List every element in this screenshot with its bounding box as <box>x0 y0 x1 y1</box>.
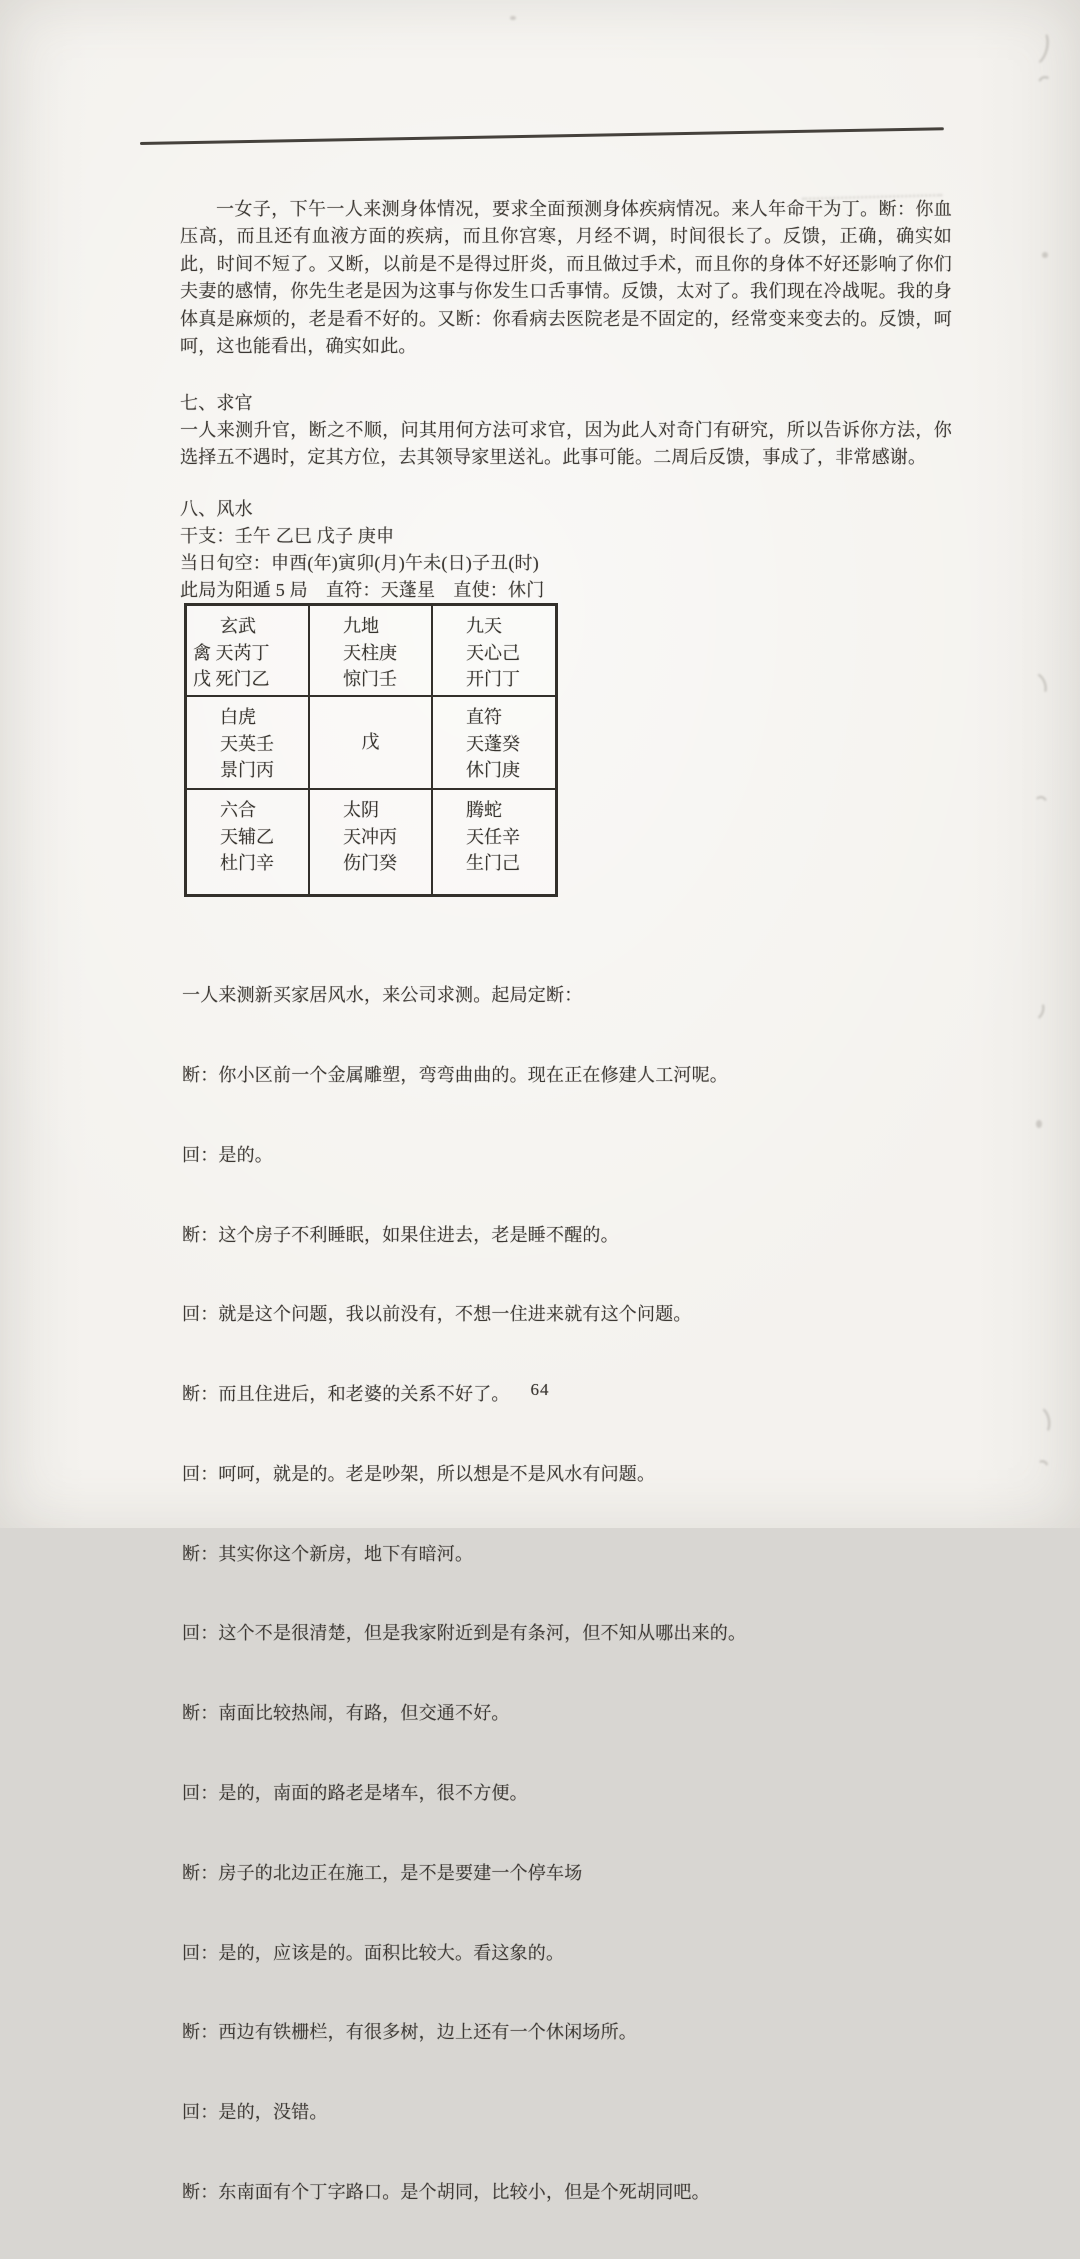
qimen-cell-line: 玄武 <box>220 616 256 636</box>
qimen-cell-line: 生门己 <box>466 853 520 873</box>
qimen-cell-line: 伤门癸 <box>343 853 397 873</box>
qimen-cell <box>433 790 555 894</box>
qimen-cell-line: 天辅乙 <box>220 826 274 847</box>
qimen-cell-line: 开门丁 <box>466 669 520 689</box>
dialogue-line: 断：你小区前一个金属雕塑，弯弯曲曲的。现在正在修建人工河呢。 <box>182 1064 728 1085</box>
scan-artifact <box>1022 26 1053 68</box>
qimen-cell-line: 白虎 <box>220 707 256 727</box>
section-heading-fengshui: 八、风水 <box>180 499 253 519</box>
xunkong-line: 当日旬空：申酉(年)寅卯(月)午未(日)子丑(时) <box>180 553 539 573</box>
scan-artifact <box>1035 74 1056 98</box>
qimen-cell-line: 惊门壬 <box>343 669 397 689</box>
qimen-cell-line: 休门庚 <box>466 760 520 780</box>
qimen-cell <box>433 697 555 790</box>
scan-artifact <box>1042 252 1048 258</box>
qimen-cell-line: 戊 死门乙 <box>193 669 270 689</box>
qimen-cell-line: 天任辛 <box>466 826 520 847</box>
qimen-chart-table <box>184 603 558 897</box>
qimen-cell-line: 天冲丙 <box>343 826 397 847</box>
dialogue-line: 断：房子的北边正在施工，是不是要建一个停车场 <box>182 1862 583 1883</box>
header-rule <box>140 127 944 145</box>
qimen-cell <box>433 606 555 697</box>
page-number: 64 <box>530 1380 550 1399</box>
scan-artifact <box>1024 670 1050 701</box>
scan-artifact <box>1030 795 1050 819</box>
qimen-cell-center <box>310 697 433 790</box>
health-case-paragraph: 一女子，下午一人来测身体情况，要求全面预测身体疾病情况。来人年命干为丁。断：你血压高，而且还有血液方面的疾病，而且你宫寒，月经不调，时间很长了。反馈，正确，确实如此，时间不短了。又断，以前是不是得过肝炎，而且做过手术，而且你的身体不好还影响了你们夫妻的感情，你先生老是因为这事与你发生口舌事情。反馈，太对了。我们现在冷战呢。我的身体真是麻烦的，老是看不好的。又断：你看病去医院老是不固定的，经常变来变去的。反馈，呵呵，这也能看出，确实如此。 <box>180 199 952 357</box>
dialogue-line: 回：呵呵，就是的。老是吵架，所以想是不是风水有问题。 <box>182 1463 656 1484</box>
ganzhi-line: 干支：壬午 乙巳 戊子 庚申 <box>180 526 395 546</box>
qimen-cell-line: 六合 <box>220 800 256 820</box>
qimen-cell-line: 九天 <box>466 616 502 636</box>
scan-artifact <box>1027 998 1046 1021</box>
scan-artifact <box>1031 1458 1051 1480</box>
dialogue-line: 回：就是这个问题，我以前没有，不想一住进来就有这个问题。 <box>182 1304 692 1325</box>
qimen-cell <box>187 606 310 697</box>
qimen-cell <box>187 697 310 790</box>
ju-info-line: 此局为阳遁 5 局 直符：天蓬星 直使：休门 <box>180 580 545 600</box>
dialogue-line: 断：西边有铁栅栏，有很多树，边上还有一个休闲场所。 <box>182 2022 637 2043</box>
dialogue-line: 断：南面比较热闹，有路，但交通不好。 <box>182 1703 510 1724</box>
qimen-cell-line: 景门丙 <box>220 760 274 780</box>
fengshui-case-intro: 一人来测新买家居风水，来公司求测。起局定断： <box>182 985 583 1006</box>
scan-artifact <box>1036 1120 1042 1128</box>
dialogue-line: 断：东南面有个丁字路口。是个胡同，比较小，但是个死胡同吧。 <box>182 2181 710 2202</box>
qimen-cell <box>187 790 310 894</box>
qimen-cell-line: 天英壬 <box>220 733 274 754</box>
dialogue-line: 断：这个房子不利睡眠，如果住进去，老是睡不醒的。 <box>182 1224 619 1245</box>
section-heading-qiuguan: 七、求官 <box>180 393 253 413</box>
dialogue-line: 回：这个不是很清楚，但是我家附近到是有条河，但不知从哪出来的。 <box>182 1623 747 1644</box>
qimen-cell-line: 九地 <box>343 616 379 636</box>
qimen-cell-line: 腾蛇 <box>466 800 502 820</box>
dialogue-line: 回：是的，南面的路老是堵车，很不方便。 <box>182 1783 528 1803</box>
qimen-cell-line: 戊 <box>361 732 380 753</box>
qimen-cell-line: 杜门辛 <box>220 853 274 873</box>
dialogue-line: 断：而且住进后，和老婆的关系不好了。 <box>182 1384 510 1405</box>
dialogue-line: 回：是的，应该是的。面积比较大。看这象的。 <box>182 1942 565 1963</box>
qimen-cell-line: 天心己 <box>466 642 520 663</box>
dialogue-line: 断：其实你这个新房，地下有暗河。 <box>182 1543 474 1564</box>
fengshui-dialogue-block <box>182 929 972 2259</box>
qimen-cell-line: 禽 天芮丁 <box>193 642 270 663</box>
qimen-cell <box>310 790 433 894</box>
scan-artifact <box>510 16 516 20</box>
dialogue-line: 回：是的。 <box>182 1144 273 1165</box>
qiuguan-case-paragraph: 一人来测升官，断之不顺，问其用何方法可求官，因为此人对奇门有研究，所以告诉你方法，你选择五不遇时，定其方位，去其领导家里送礼。此事可能。二周后反馈，事成了，非常感谢。 <box>180 420 952 468</box>
qimen-cell-line: 太阴 <box>343 800 379 820</box>
qimen-cell-line: 天柱庚 <box>343 642 397 663</box>
dialogue-line: 回：是的，没错。 <box>182 2102 328 2123</box>
qimen-cell-line: 直符 <box>466 707 502 727</box>
qimen-cell-line: 天蓬癸 <box>466 733 520 754</box>
scan-artifact <box>1027 1404 1053 1438</box>
qimen-cell <box>310 606 433 697</box>
